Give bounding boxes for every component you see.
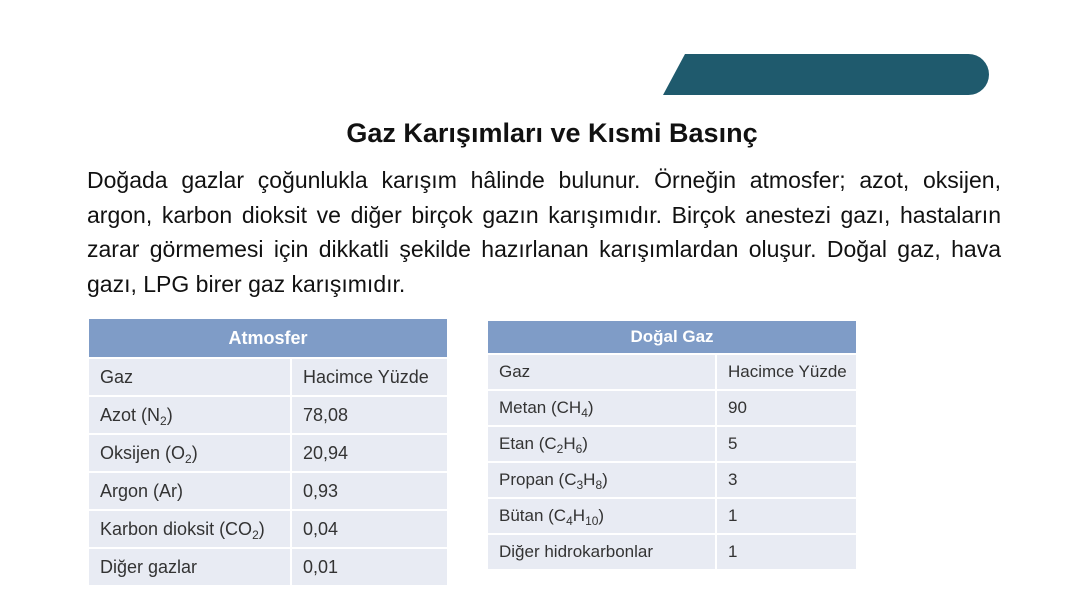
atmosphere-table-title: Atmosfer (88, 318, 448, 358)
table-row (487, 390, 857, 426)
gas-name-cell: Diğer hidrokarbonlar (487, 534, 716, 570)
table-row (88, 396, 448, 434)
table-row (487, 534, 857, 570)
volume-percent-cell: 0,01 (291, 548, 448, 586)
column-header-gas: Gaz (487, 354, 716, 390)
volume-percent-cell: 90 (716, 390, 857, 426)
gas-name-cell: Azot $(N_2)$ (88, 396, 291, 434)
table-row (487, 498, 857, 534)
gas-name-cell: Argon (Ar) (88, 472, 291, 510)
table-header-row (487, 354, 857, 390)
slide-title: Gaz Karışımları ve Kısmi Basınç (346, 118, 758, 148)
natural-gas-table (486, 319, 858, 571)
volume-percent-cell: 0,04 (291, 510, 448, 548)
table-row (88, 472, 448, 510)
gas-name-cell: Metan $(CH_4)$ (487, 390, 716, 426)
column-header-gas: Gaz (88, 358, 291, 396)
header-decoration-tab (663, 54, 989, 95)
intro-paragraph: Doğada gazlar çoğunlukla karışım hâlinde bulunur. Örneğin atmosfer; azot, oksijen, argon, karbon dioksit ve diğer birçok gazın karışımıdır. Birçok anestezi gazı, hastaların zarar görmemesi için dikkatli şekilde hazırlanan karışımlardan oluşur. Doğal gaz, hava gazı, LPG birer gaz karışımıdır. (87, 167, 1001, 297)
volume-percent-cell: 3 (716, 462, 857, 498)
volume-percent-cell: 0,93 (291, 472, 448, 510)
gas-name-cell: Oksijen $(O_2)$ (88, 434, 291, 472)
column-header-volume-percent: Hacimce Yüzde (291, 358, 448, 396)
table-row (88, 548, 448, 586)
atmosphere-table (87, 317, 449, 587)
table-row (487, 426, 857, 462)
gas-name-cell: Karbon dioksit $(CO_2)$ (88, 510, 291, 548)
table-row (88, 510, 448, 548)
column-header-volume-percent: Hacimce Yüzde (716, 354, 857, 390)
volume-percent-cell: 5 (716, 426, 857, 462)
natural-gas-table-title: Doğal Gaz (487, 320, 857, 354)
volume-percent-cell: 1 (716, 498, 857, 534)
gas-name-cell: Propan $(C_3H_8)$ (487, 462, 716, 498)
gas-name-cell: Etan $(C_2H_6)$ (487, 426, 716, 462)
gas-name-cell: Bütan $(C_4H_{10})$ (487, 498, 716, 534)
table-header-row (88, 358, 448, 396)
gas-name-cell: Diğer gazlar (88, 548, 291, 586)
volume-percent-cell: 78,08 (291, 396, 448, 434)
table-row (487, 462, 857, 498)
volume-percent-cell: 20,94 (291, 434, 448, 472)
volume-percent-cell: 1 (716, 534, 857, 570)
table-row (88, 434, 448, 472)
